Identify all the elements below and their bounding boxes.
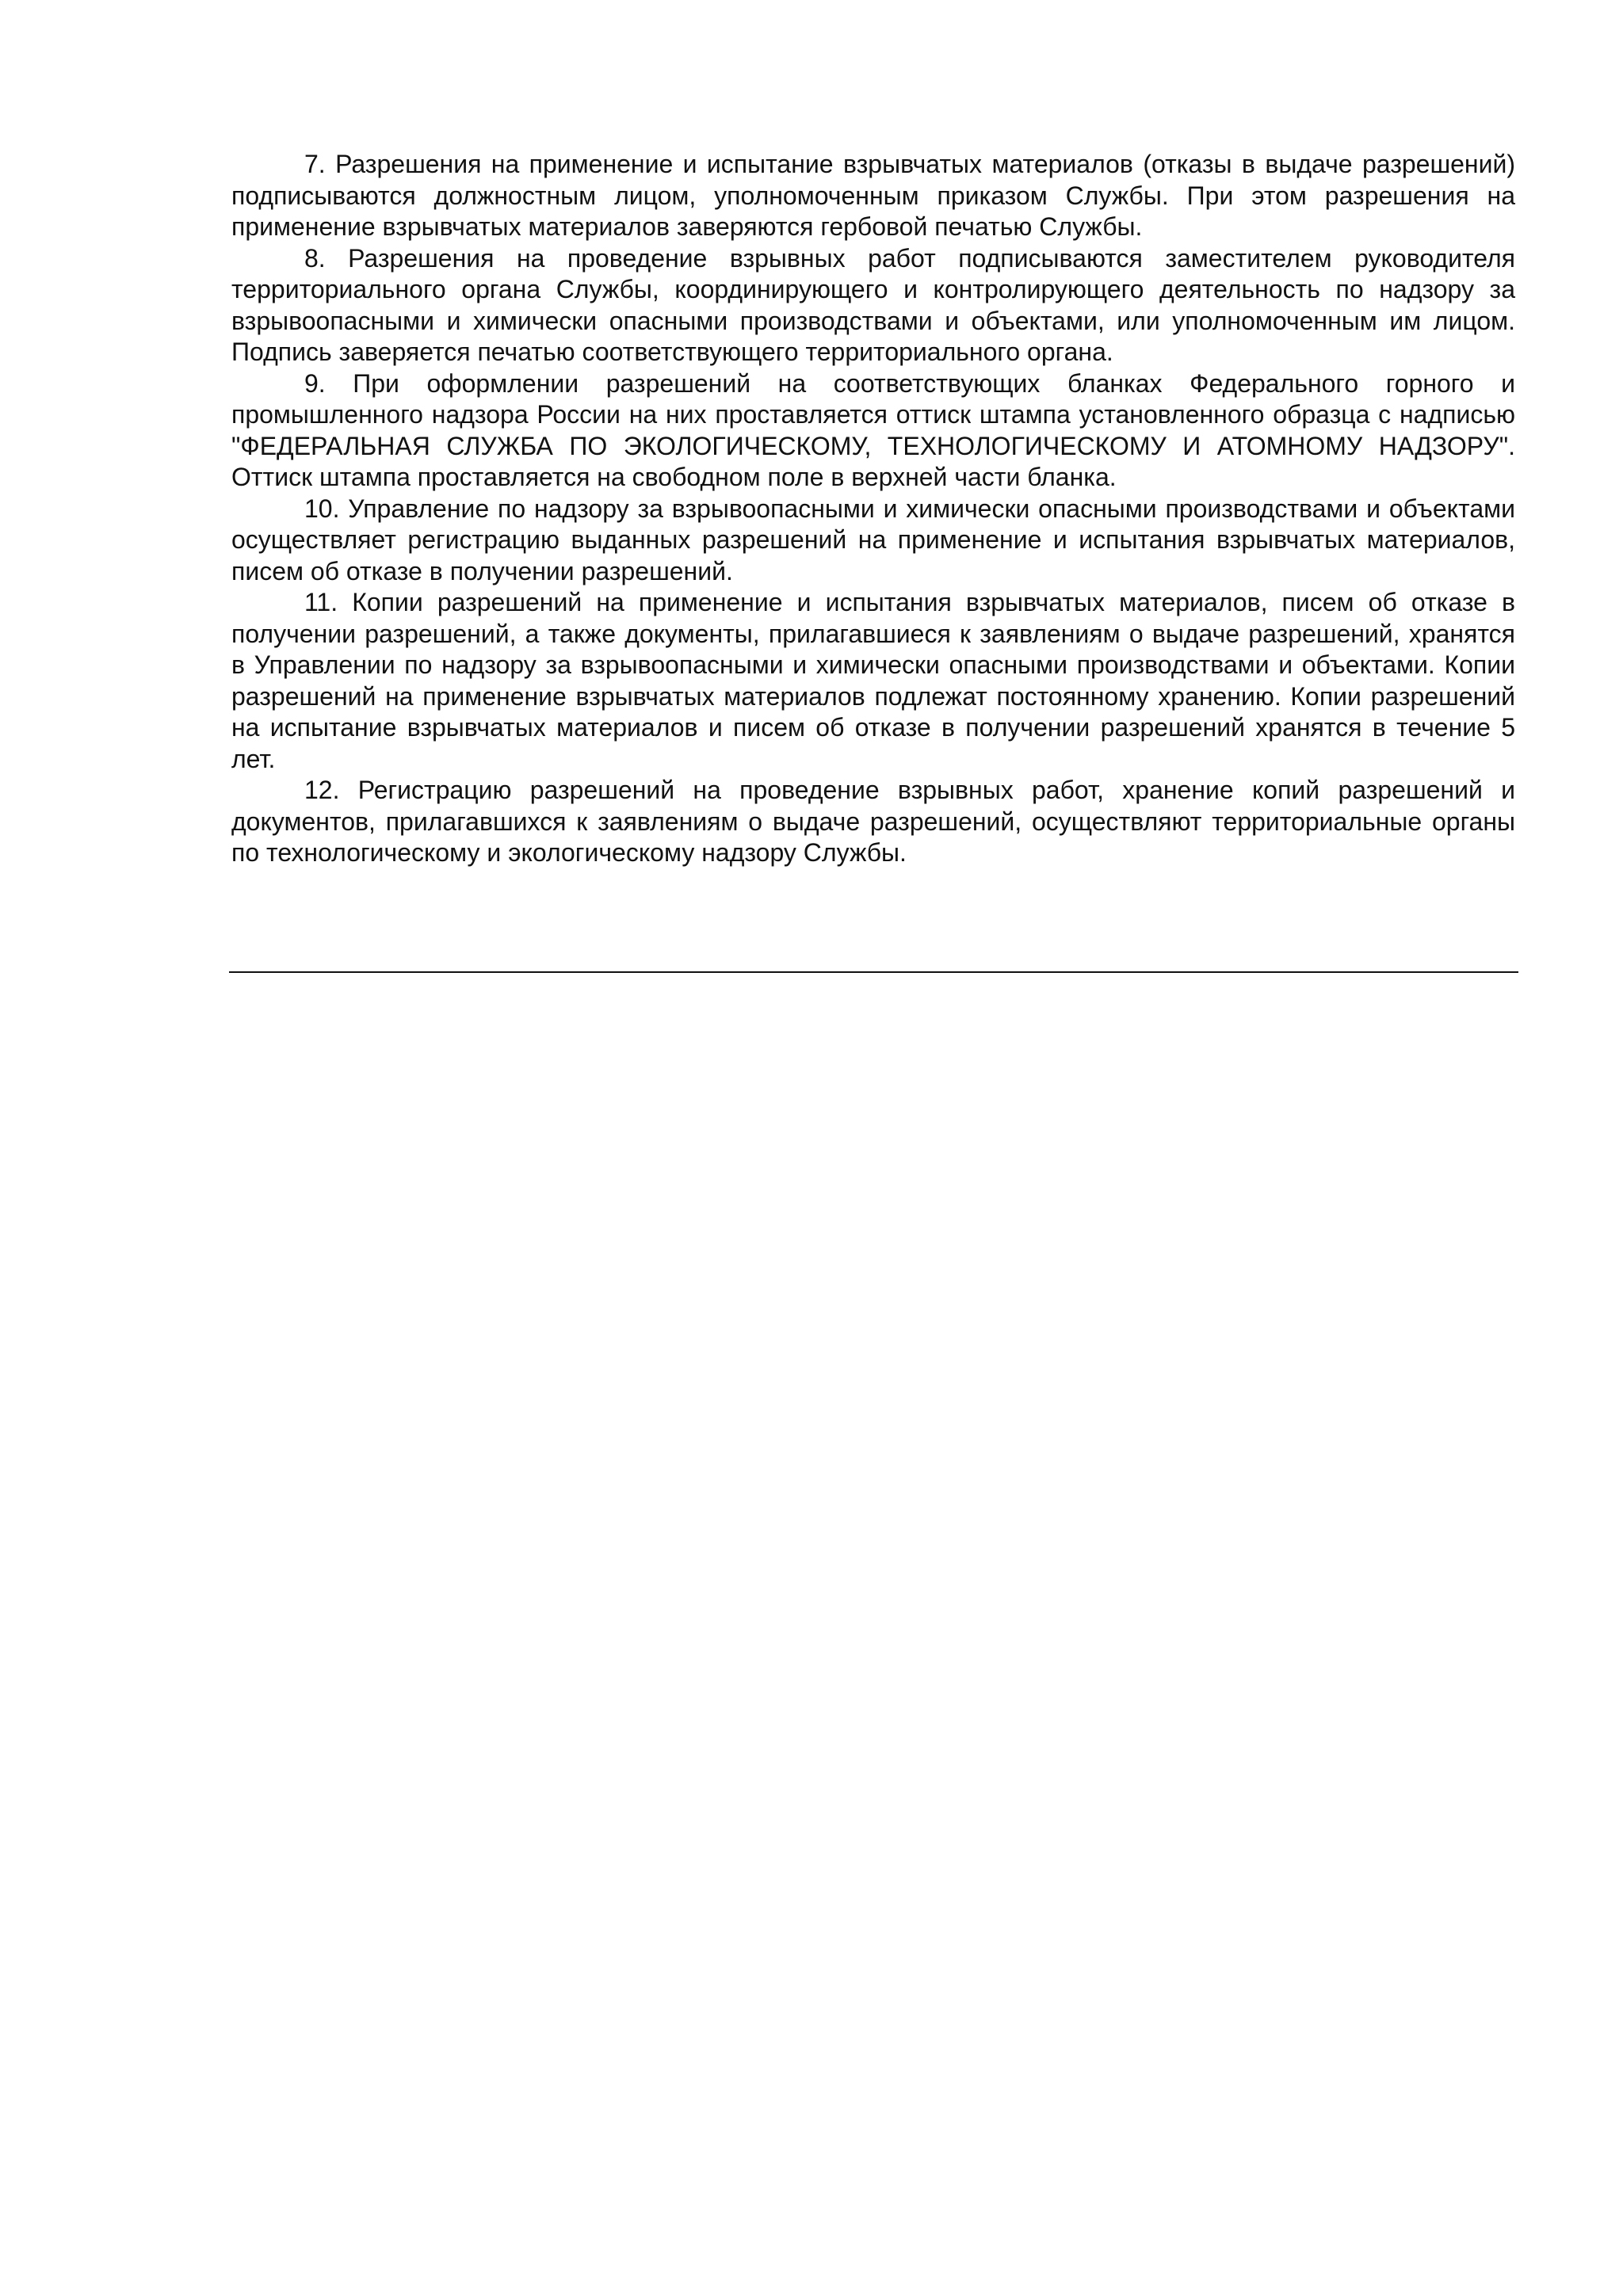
paragraph-10: 10. Управление по надзору за взрывоопасными и химически опасными производствами и объектами осуществляет регистрацию выданных разрешений на применение и испытания взрывчатых материалов, писем об отказе в получении разрешений.	[231, 494, 1515, 585]
paragraph-12: 12. Регистрацию разрешений на проведение взрывных работ, хранение копий разрешений и документов, прилагавшихся к заявлениям о выдаче разрешений, осуществляют территориальные органы по технологическому и экологическому надзору Службы.	[231, 776, 1515, 867]
paragraph-8: 8. Разрешения на проведение взрывных работ подписываются заместителем руководителя территориального органа Службы, координирующего и контролирующего деятельность по надзору за взрывоопасными и химически опасными производствами и объектами, или уполномоченным им лицом. Подпись заверяется печатью соответствующего территориального органа.	[231, 243, 1515, 366]
paragraph-9: 9. При оформлении разрешений на соответствующих бланках Федерального горного и промышленного надзора России на них проставляется оттиск штампа установленного образца с надписью "ФЕДЕРАЛЬНАЯ СЛУЖБА ПО ЭКОЛОГИЧЕСКОМУ, ТЕХНОЛОГИЧЕСКОМУ И АТОМНОМУ НАДЗОРУ". Оттиск штампа проставляется на свободном поле в верхней части бланка.	[231, 368, 1515, 491]
paragraph-7: 7. Разрешения на применение и испытание взрывчатых материалов (отказы в выдаче разрешений) подписываются должностным лицом, уполномоченным приказом Службы. При этом разрешения на применение взрывчатых материалов заверяются гербовой печатью Службы.	[231, 150, 1515, 241]
document-body	[231, 149, 1515, 869]
horizontal-rule	[229, 971, 1518, 973]
paragraph-11: 11. Копии разрешений на применение и испытания взрывчатых материалов, писем об отказе в получении разрешений, а также документы, прилагавшиеся к заявлениям о выдаче разрешений, хранятся в Управлении по надзору за взрывоопасными и химически опасными производствами и объектами. Копии разрешений на применение взрывчатых материалов подлежат постоянному хранению. Копии разрешений на испытание взрывчатых материалов и писем об отказе в получении разрешений хранятся в течение 5 лет.	[231, 588, 1515, 773]
